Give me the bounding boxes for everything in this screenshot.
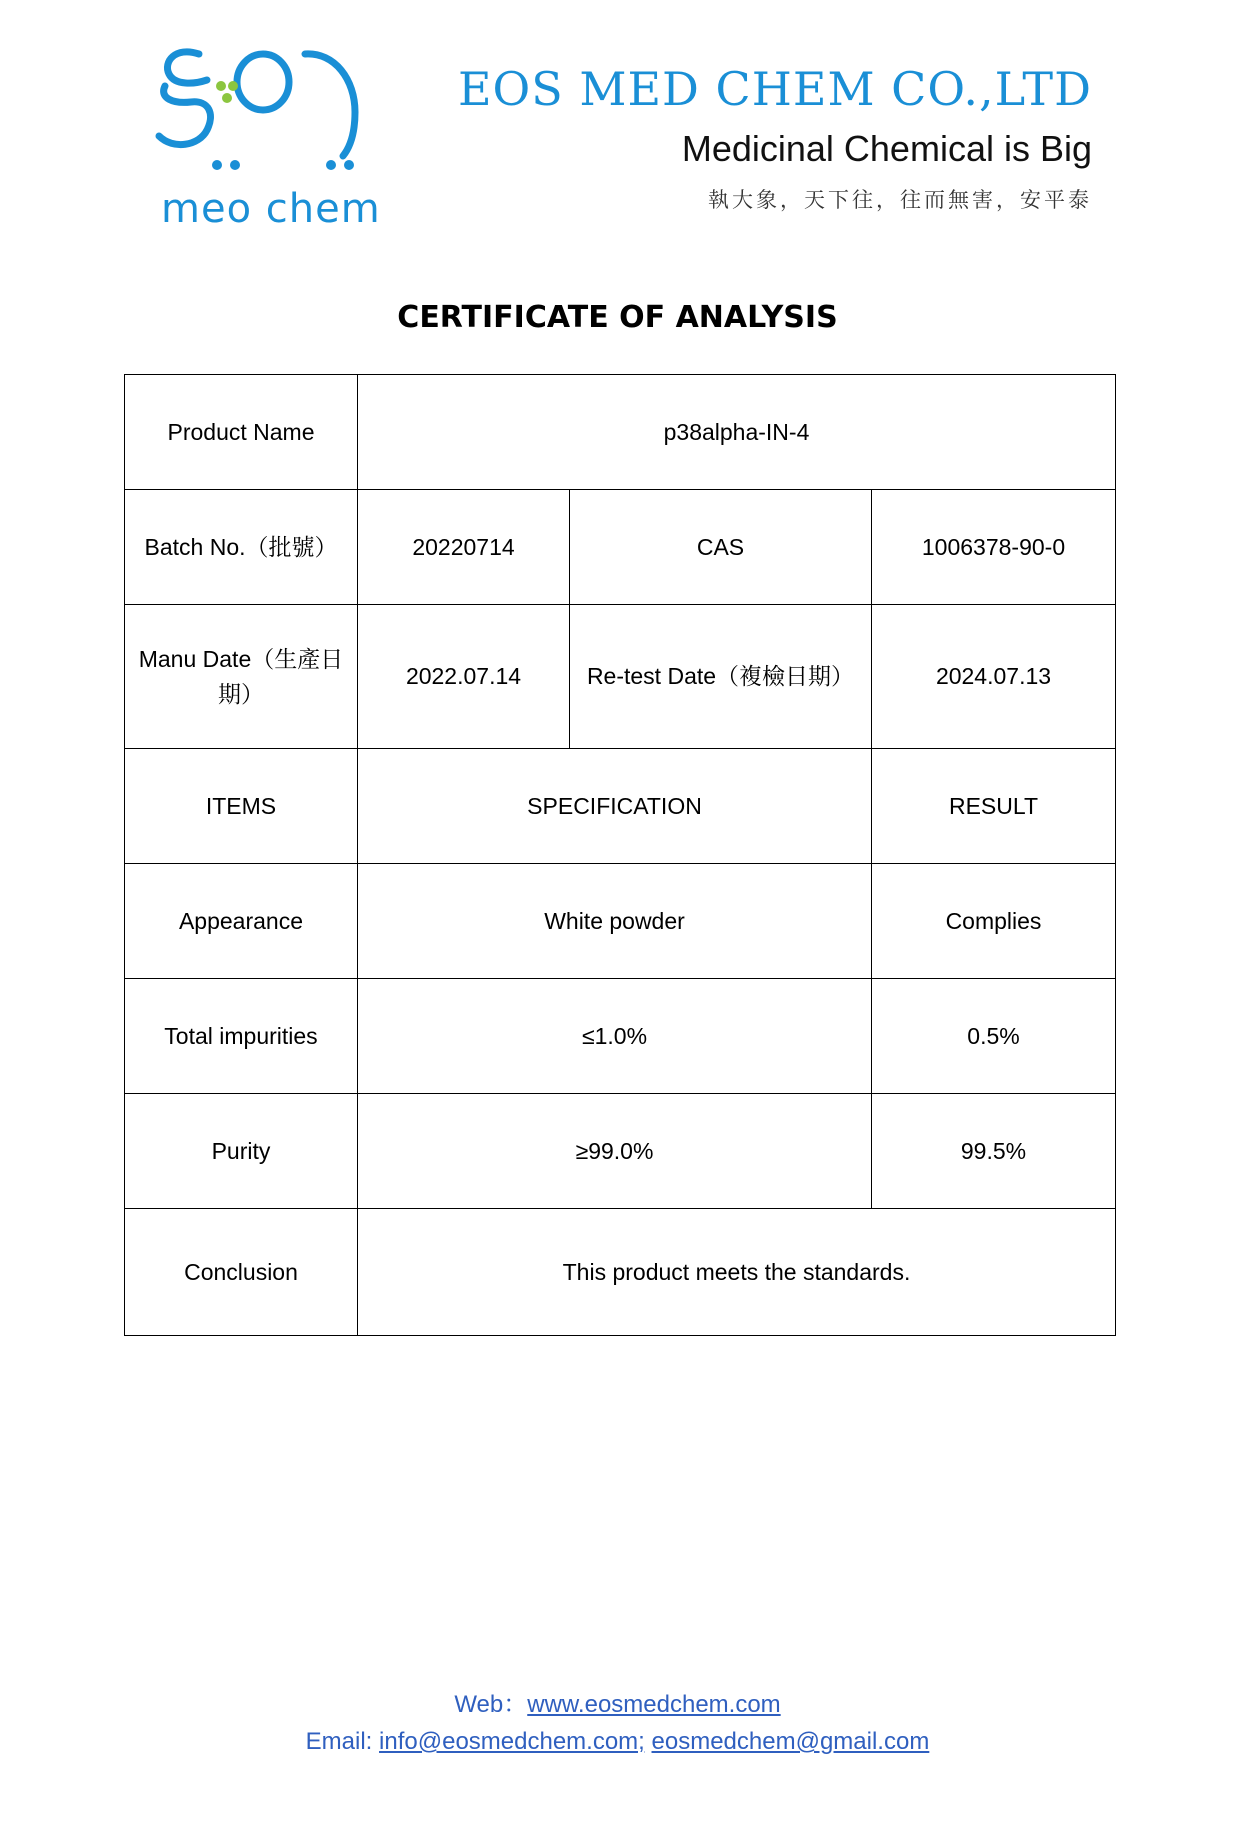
- spec-cell: ≥99.0%: [358, 1094, 872, 1209]
- item-cell: Total impurities: [125, 979, 358, 1094]
- batch-label: Batch No.（批號）: [125, 490, 358, 605]
- footer-web: [0, 1684, 1235, 1719]
- product-name-row: [125, 375, 1116, 490]
- batch-value: 20220714: [358, 490, 570, 605]
- email-label: Email:: [305, 1728, 380, 1755]
- manu-date-value: 2022.07.14: [358, 605, 570, 749]
- results-header-row: [125, 749, 1116, 864]
- manu-date-label: Manu Date（生產日期）: [125, 605, 358, 749]
- footer-email: [0, 1728, 1235, 1756]
- result-cell: 0.5%: [872, 979, 1116, 1094]
- company-motto: 執大象，天下往，往而無害，安平泰: [708, 188, 1092, 212]
- retest-date-value: 2024.07.13: [872, 605, 1116, 749]
- document-title: CERTIFICATE OF ANALYSIS: [397, 300, 838, 335]
- items-header: ITEMS: [125, 749, 358, 864]
- table-row: [125, 979, 1116, 1094]
- email-link-gmail[interactable]: eosmedchem@gmail.com: [651, 1728, 930, 1755]
- email-link-info[interactable]: info@eosmedchem.com;: [379, 1728, 645, 1755]
- cas-label: CAS: [570, 490, 872, 605]
- item-cell: Purity: [125, 1094, 358, 1209]
- retest-date-label: Re-test Date（複檢日期）: [570, 605, 872, 749]
- conclusion-label: Conclusion: [125, 1209, 358, 1336]
- product-name-label: Product Name: [125, 375, 358, 490]
- result-header: RESULT: [872, 749, 1116, 864]
- dates-row: [125, 605, 1116, 749]
- elephant-logo-icon: [155, 40, 395, 200]
- website-link[interactable]: www.eosmedchem.com: [527, 1691, 781, 1718]
- logo-text: meo chem: [161, 186, 381, 232]
- table-row: [125, 864, 1116, 979]
- spec-cell: ≤1.0%: [358, 979, 872, 1094]
- company-logo: [155, 40, 395, 240]
- conclusion-row: [125, 1209, 1116, 1336]
- analysis-table: [124, 374, 1116, 1336]
- cas-value: 1006378-90-0: [872, 490, 1116, 605]
- result-cell: 99.5%: [872, 1094, 1116, 1209]
- web-label: Web：: [454, 1691, 528, 1718]
- result-cell: Complies: [872, 864, 1116, 979]
- spec-cell: White powder: [358, 864, 872, 979]
- product-name-value: p38alpha-IN-4: [358, 375, 1116, 490]
- batch-row: [125, 490, 1116, 605]
- item-cell: Appearance: [125, 864, 358, 979]
- conclusion-value: This product meets the standards.: [358, 1209, 1116, 1336]
- company-name: EOS MED CHEM CO.,LTD: [457, 62, 1092, 116]
- company-tagline: Medicinal Chemical is Big: [681, 128, 1092, 169]
- specification-header: SPECIFICATION: [358, 749, 872, 864]
- table-row: [125, 1094, 1116, 1209]
